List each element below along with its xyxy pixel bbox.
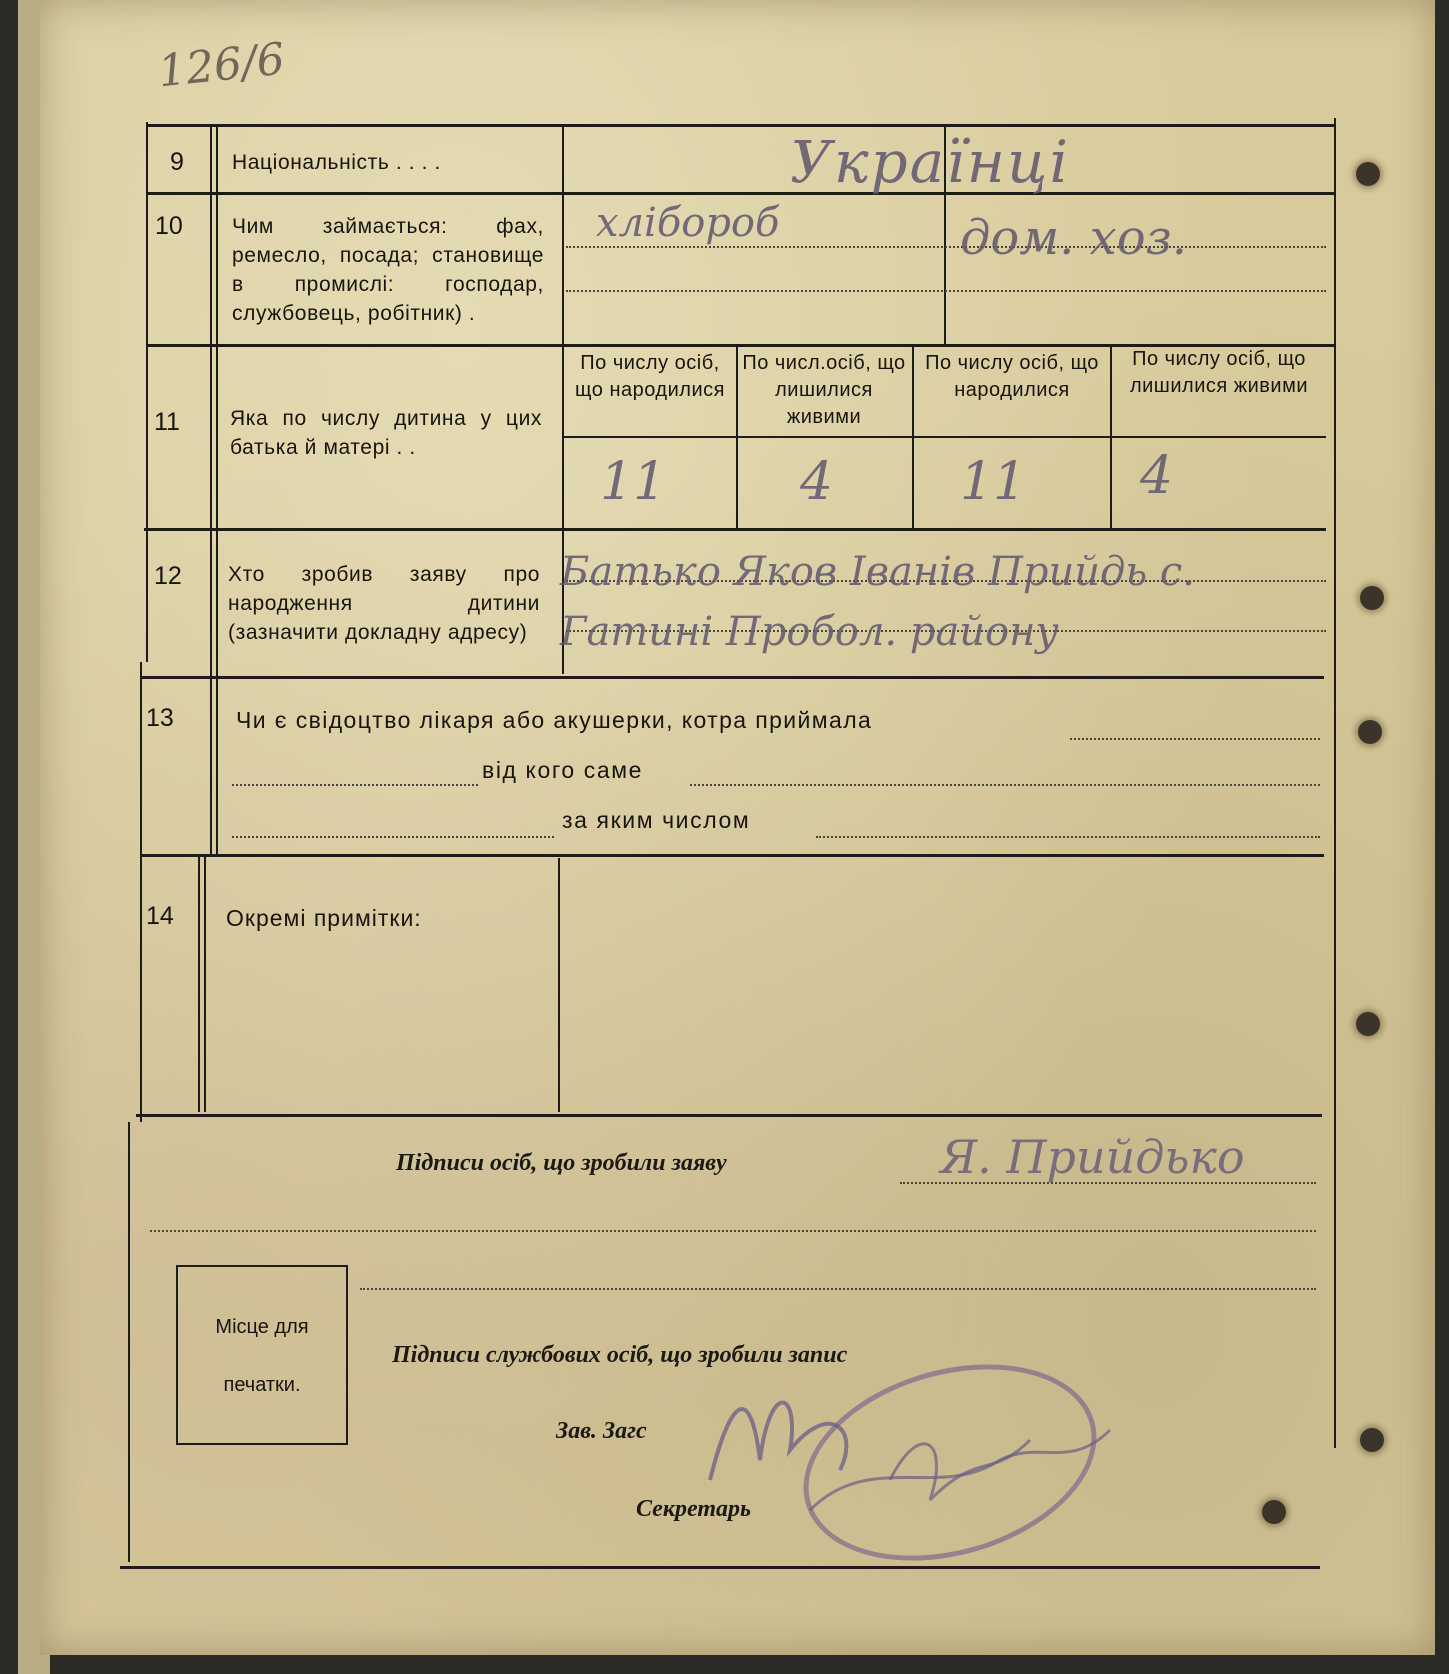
- row10-line-2: [566, 290, 1326, 292]
- row13-line-3b: [816, 836, 1320, 838]
- row13-line-2b: [690, 784, 1320, 786]
- col-alive-father: По числ.осіб, що лишилися живими: [742, 352, 906, 428]
- occupation-label: Чим займається: фах, ремесло, посада; становище в промислі: господар, службовець, робітник) .: [232, 215, 544, 325]
- row-border-12: [142, 676, 1324, 679]
- certificate-from-label: від кого саме: [482, 757, 644, 783]
- archive-number: 126/6: [155, 33, 288, 98]
- row-number-13: 13: [146, 704, 174, 732]
- seal-place-line1: Місце для: [215, 1316, 309, 1338]
- number-column-rule-lower: [198, 856, 206, 1112]
- binding-hole: [1358, 720, 1382, 744]
- binding-hole: [1356, 1012, 1380, 1036]
- row10-line-1: [566, 246, 1326, 248]
- nationality-entry: Українці: [790, 128, 1071, 196]
- nationality-label: Національність . . . .: [232, 151, 441, 174]
- left-border-bottom: [128, 1122, 130, 1562]
- value-born-mother: 11: [960, 452, 1027, 512]
- row-number-9: 9: [170, 148, 184, 176]
- declarant-label: Хто зробив заяву про народження дитини (зазначити докладну адресу): [228, 563, 540, 644]
- certificate-label: Чи є свідоцтво лікаря або акушерки, котра приймала: [236, 707, 873, 733]
- binding-hole: [1262, 1500, 1286, 1524]
- right-border: [1334, 118, 1336, 1448]
- row-number-10: 10: [155, 212, 183, 240]
- officials-signature-label: Підписи службових осіб, що зробили запис: [392, 1342, 848, 1368]
- remarks-label: Окремі примітки:: [226, 905, 422, 931]
- row-border-13: [140, 854, 1324, 857]
- occupation-entry-mother: дом. хоз.: [960, 210, 1188, 266]
- value-alive-mother: 4: [1140, 446, 1174, 506]
- value-born-father: 11: [600, 452, 667, 512]
- col-alive-mother: По числу осіб, що лишилися живими: [1129, 348, 1309, 397]
- form-bottom-border: [120, 1566, 1320, 1569]
- row-number-14: 14: [146, 902, 174, 930]
- applicants-signature-label: Підписи осіб, що зробили заяву: [396, 1150, 727, 1176]
- row-border-11: [144, 528, 1326, 531]
- binding-hole: [1360, 1428, 1384, 1452]
- row-border-14: [136, 1114, 1322, 1117]
- row13-line-1: [1070, 738, 1320, 740]
- left-border: [146, 122, 148, 662]
- occupation-entry-father: хлібороб: [596, 200, 780, 246]
- applicants-signature: Я. Прийдько: [940, 1130, 1245, 1184]
- binding-hole: [1360, 586, 1384, 610]
- official-signatures: [690, 1360, 1150, 1560]
- row11-subheader-rule: [564, 436, 1326, 438]
- row13-line-2a: [232, 784, 478, 786]
- value-alive-father: 4: [800, 452, 834, 512]
- row-border-top: [146, 124, 1336, 127]
- applicants-signature-line-3: [360, 1288, 1316, 1290]
- row-number-11: 11: [154, 408, 180, 436]
- number-column-rule: [210, 126, 218, 854]
- col-born-mother: По числу осіб, що народилися: [925, 352, 1099, 401]
- seal-place-line2: печатки.: [223, 1374, 301, 1396]
- row13-line-3a: [232, 836, 554, 838]
- row-number-12: 12: [154, 562, 182, 590]
- applicants-signature-line-2: [150, 1230, 1316, 1232]
- certificate-number-label: за яким числом: [562, 807, 751, 833]
- head-of-registry-label: Зав. Загс: [556, 1418, 647, 1444]
- secretary-label: Секретарь: [636, 1496, 751, 1522]
- binding-hole: [1356, 162, 1380, 186]
- col-born-father: По числу осіб, що народилися: [575, 352, 725, 401]
- child-order-label: Яка по числу дитина у цих батька й матері . .: [230, 407, 542, 459]
- label-column-rule-lower: [558, 858, 560, 1112]
- row10-divider: [944, 194, 946, 344]
- left-border-lower: [140, 662, 142, 1122]
- row-border-9: [146, 192, 1334, 195]
- seal-place-box: [176, 1265, 348, 1445]
- declarant-entry: Батько Яков Іванів Прийдь с. Гатині Пробол. району: [560, 549, 1195, 655]
